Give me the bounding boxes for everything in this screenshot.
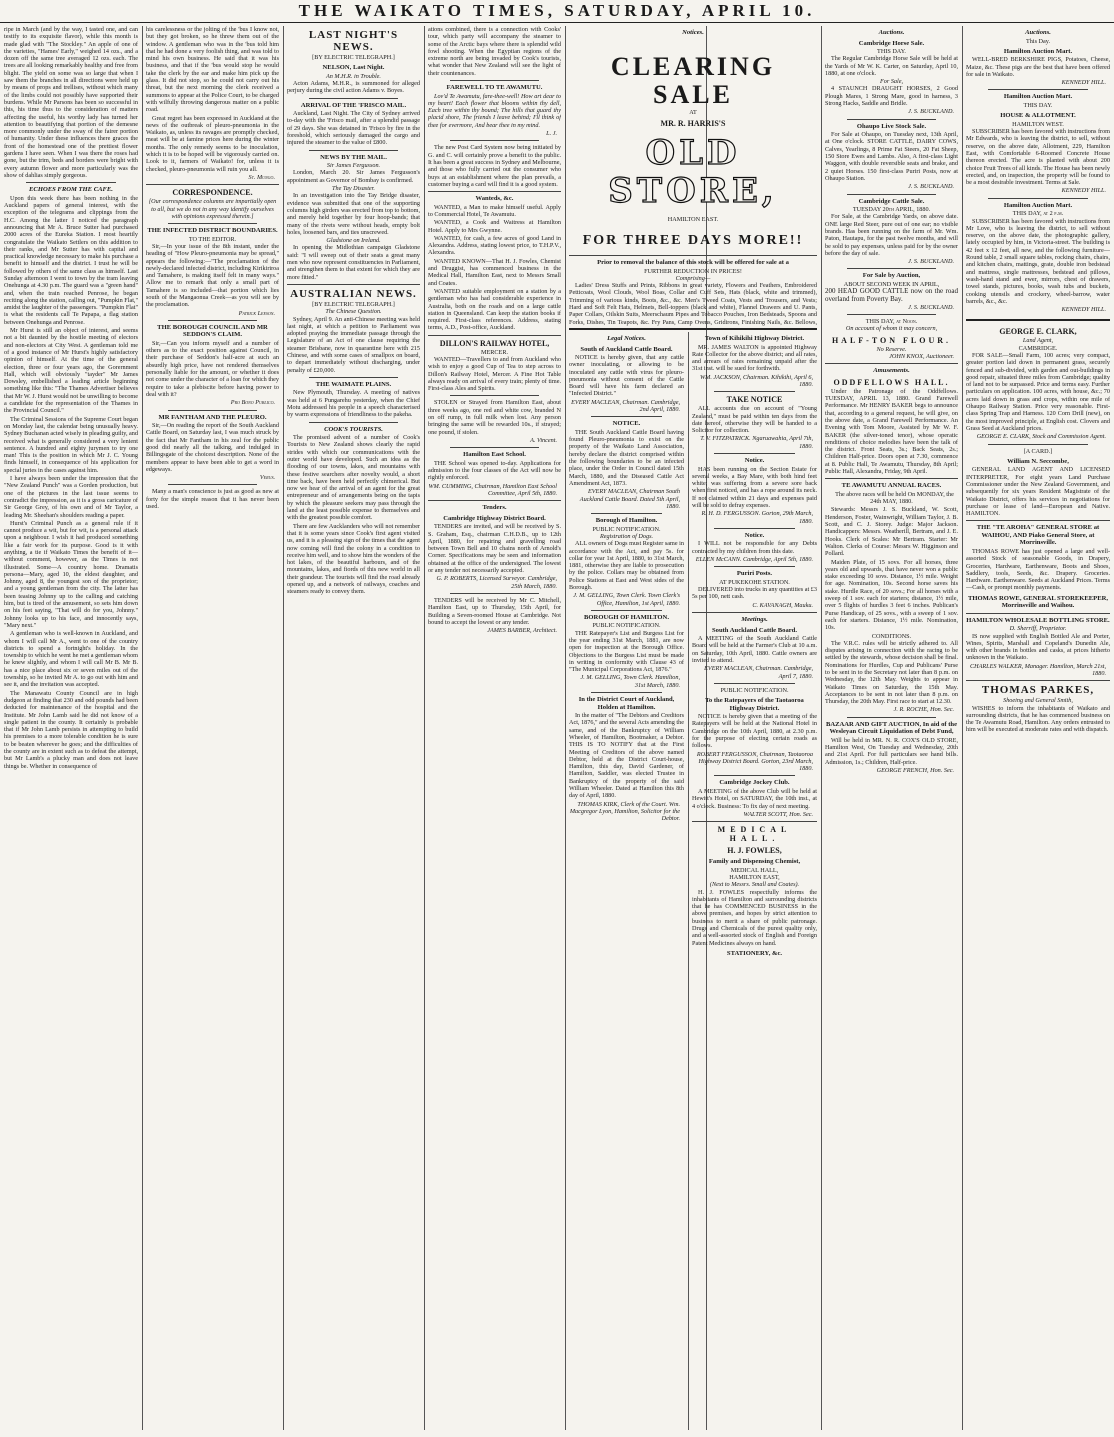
column-1: [4, 26, 138, 1430]
section-heading: CORRESPONDENCE.: [172, 188, 253, 198]
ad-heading: Hamilton East School.: [463, 451, 526, 459]
signature: Verus.: [259, 474, 275, 482]
auction-text: No Reserve.: [876, 345, 907, 353]
notice-heading: South Auckland Cattle Board.: [711, 626, 797, 634]
signature: EVERY MACLEAN, Chairman. Cambridge, 2nd April, 1880.: [571, 398, 680, 414]
ad-subheading: MERCER.: [481, 348, 508, 356]
signature: GEORGE FRENCH, Hon. Sec.: [876, 766, 954, 774]
letter-paragraph: Sir,—Can you inform myself and a number of others as to the exact position against Council, in their purchase of Seddon's half-acre at such an absurdly high price, have not rendered themselves personally liable for the amount, or whether it does not come under the character of a loan for which they require to take a plebiscite before having power to deal with it?: [146, 339, 279, 398]
article-paragraph: The new Post Card System now being initiated by G. and C. will certainly prove a benefit to the public. It has been a great success in Sydney and Melbourne, and those who fully carried out the consumer who buys at an establishment where the plan prevails, a customer buying a card will find it is a good system.: [428, 144, 561, 188]
notice-heading: South of Auckland Cattle Board.: [580, 345, 673, 353]
notice-text: A MEETING of the above Club will be held at Hewitt's Hotel, on SATURDAY, the 10th inst., at 4 o'clock. Business: To fix day of next meeting.: [692, 787, 817, 810]
notice-heading: In the District Court of Auckland, Holden at Hamilton.: [578, 696, 675, 711]
divider: [714, 683, 795, 684]
ad-subheading: Family and Dispensing Chemist,: [708, 858, 801, 866]
divider: [591, 416, 662, 417]
agent-location: CAMBRIDGE.: [1018, 344, 1058, 352]
notice-heading: Borough of Hamilton.: [595, 517, 658, 525]
signature: ELLEN McCANN. Cambridge, April 5th, 1880.: [695, 556, 813, 564]
signature: Pro Bono Publico.: [230, 399, 275, 407]
notice-subheading: PUBLIC NOTIFICATION.: [592, 525, 661, 533]
auction-heading: Hamilton Auction Mart.: [1003, 93, 1073, 101]
section-heading: Notices.: [682, 29, 704, 36]
divider: [168, 484, 257, 485]
column-rule: [688, 332, 689, 1430]
divider: [309, 377, 398, 378]
signature: J. M. GELLING, Town Clerk. Town Clerk's Office, Hamilton, 1st April, 1880.: [573, 592, 680, 607]
amusement-heading: TE AWAMUTU ANNUAL RACES.: [841, 482, 942, 490]
notice-text: NOTICE is hereby given, that any cattle owner inoculating, or allowing to be inoculated any cattle with virus for pleuro-pneumonia without consent of the Cattle Board will have his farm declared an "Infected District.": [569, 354, 684, 398]
amusement-heading: BAZAAR AND GIFT AUCTION, In aid of the Wesleyan Circuit Liquidation of Debt Fund,: [825, 720, 958, 736]
three-days-banner: FOR THREE DAYS MORE!!: [582, 233, 804, 249]
auction-date: ABOUT SECOND WEEK IN APRIL,: [843, 280, 940, 288]
signature: JAMES BARBER, Architect.: [487, 627, 557, 635]
wanted-ad: WANTED suitable employment on a station by a gentleman who has had considerable experience in Australia, both on the roads and on a large cattle station in Queensland. Can keep the station books if required. First-class references. Address, stating terms, A.D., Post-office, Auckland.: [428, 287, 561, 332]
agent-name: William N. Seccombe,: [1007, 457, 1069, 465]
column-5: [569, 332, 684, 1430]
divider: [847, 194, 936, 195]
clearing-sale-title: CLEARING SALE: [610, 51, 776, 109]
editor-note: [Our correspondence columns are impartially open to all, but we do not in any way identify ourselves with opinions expressed therein.]: [148, 198, 277, 220]
column-2: [146, 26, 279, 1430]
article-heading: ECHOES FROM THE CAFE.: [29, 186, 113, 194]
article-paragraph: In opening the Midlothian campaign Gladstone said: "I will sweep out of their seats a great many men who now represent constituencies in Parliament, and strengthen them to that extent for which they are more fitted.": [287, 244, 420, 281]
notice-subheading: Registration of Dogs.: [599, 532, 654, 540]
amusement-text: The above races will be held On MONDAY, the 24th MAY, 1880.: [835, 490, 954, 506]
ad-heading: Cambridge Highway District Board.: [443, 514, 546, 522]
auction-text: For Sale at Ohaupo, on Tuesday next, 13th April, at One o'clock. STORE CATTLE, DAIRY COWS, Calves, Yearlings, 8 Prime Fat Steers, 20 Fat Sheep, 150 Store Ewes and Lambs. Also, A first-class Light Waggon, with double reversible seats and brake, and 2 quiet Horses. 150 first-class Puriri Posts, now at Ohaupo Station.: [825, 131, 958, 182]
divider: [692, 612, 817, 613]
auction-text: The Regular Cambridge Horse Sale will be held at the Yards of Mr W. K. Carter, on Saturday, April 10, 1880, at one o'clock.: [825, 55, 958, 77]
notice-text: ALL owners of Dogs must Register same in accordance with the Act, and pay 5s. for collar for year 1st April, 1880, to 31st March, 1881, otherwise they are liable to prosecution by the police. Collars may be obtained from Police Stations at East and West sides of the Borough.: [569, 540, 684, 592]
auction-text: SUBSCRIBER has been favored with instructions from Mr Love, who is leaving the district, to sell without reserve, on the above date, the photographic gallery, lately occupied by him, in Victoria-street. The building is 42 feet x 12 feet, all new, and the following furniture—Round table, 2 small square tables, rocking chairs, chairs, and kitchen chairs, mattings, grate, double iron bedstead and mattress, single mattresses, bedstead and pillows, wash-hand stand and ewer, mirrors, chest of drawers, towel stands, pictures, books, wash tubs and buckets, cooking utensils and crockery, wheel-barrow, water barrels, &c., &c.: [966, 217, 1110, 305]
notice-text: THE Ratepayer's List and Burgess List for the year ending 31st March, 1881, are now open for inspection at the Borough Office. Objections to the Burgess List must be made in writing in conformity with Clause 43 of "The Municipal Corporations Act, 1876.": [569, 629, 684, 674]
signature: St. Mungo.: [248, 173, 275, 181]
letter-paragraph: Sir,—On reading the report of the South Auckland Cattle Board, on Saturday last, I was much struck by the fact that Mr Fantham in his zeal for the public good did nearly all the talking, and indulged in Billingsgate of the choicest description. None of the members appear to have been able to get a word in edgeways.: [146, 422, 279, 473]
signature: J. M. GELLING, Town Clerk. Hamilton, 31st March, 1880.: [580, 674, 680, 689]
divider: [591, 513, 662, 514]
ad-subheading: Prior to removal the balance of this stock will be offered for sale at a: [597, 259, 789, 267]
article-heading: THE WAIMATE PLAINS.: [315, 380, 392, 388]
divider: [966, 680, 1110, 681]
ad-text: IS now supplied with English Bottled Ale and Porter, Wines, Spirits, Marshall and Copeland's Dunedin Ale, with other brands in bottles and casks, at prices hitherto unknown in the Waikato.: [966, 632, 1110, 662]
divider: [847, 314, 936, 315]
notice-heading: BOROUGH OF HAMILTON.: [584, 613, 669, 621]
signature: ROBERT FERGUSSON, Chairman, Taotaoroa Highway District Board. Gorton, 23rd March, 1880.: [696, 750, 813, 773]
signature: R. H. D. FERGUSSON. Gorton, 29th March, 1880.: [701, 510, 813, 525]
divider: [825, 363, 958, 364]
agent-name: GEORGE E. CLARK,: [999, 327, 1077, 337]
divider: [146, 184, 279, 185]
auctioneer: J. S. BUCKLAND.: [908, 108, 954, 116]
divider: [168, 320, 257, 321]
amusement-text: Will be held in MR. N. R. COX'S OLD STORE, Hamilton West, On Tuesday and Wednesday, 20th and 21st April. For full particulars see hand bills. Admission, 1s.; Children, Half-price.: [825, 736, 958, 766]
article-paragraph: his carelessness or the jolting of the 'bus I know not, but they got broken, so he threw them out of the window. A gentleman who was in the 'bus told him that he had done a very foolish thing, and was told to mind his own business. He said that it was his business, and that if the 'bus would stop he would take the clerk by the ear and make him pick up the glass. It did not stop, so he could not carry out his threat, but the next morning the clerk received a summons to appear at the Police Court, to be charged with wilfully throwing dangerous matter on a public road.: [146, 26, 279, 114]
column-rule: [283, 26, 284, 1430]
divider: [988, 89, 1088, 90]
to-editor: TO THE EDITOR.: [188, 235, 237, 243]
divider: [714, 775, 795, 776]
signature: Patrick Leeson.: [238, 309, 275, 317]
article-paragraph: There are few Aucklanders who will not remember that it is some years since Cook's first agent visited us, and it is a pleasing sign of the times that the agent now coming will find the colony in a condition to receive him well, and to show him the wonders of the hot lakes, of the beautiful harbours, and of the mountains, lakes, and fiords of this new world in all their grandeur. The tourists will find the road already opened up, and a network of railways, coaches and steamers ready to convey them.: [287, 522, 420, 596]
signature: A. Vincent.: [530, 436, 557, 444]
ad-text: WISHES to inform the inhabitants of Waikato and surrounding districts, that he has commenced business on the Te Awamutu Road, Hamilton. Any orders entrusted to him will be executed at moderate rates and with dispatch.: [966, 704, 1110, 734]
divider: [309, 150, 398, 151]
article-paragraph: Upon this week there has been nothing in the Auckland papers of general interest, with the exception of the telegrams and clippings from the H.C. Among the latter I noticed the paragraph announcing that Mr A. Bruce Sutter had purchased 2000 acres of the Eureka Station. I most heartily congratulate the Waikato Settlers on this addition to their ranks, and Mr Sutter has with capital and practical knowledge necessary to make his purchase a benefit to himself and the district. I trust he will be followed by others of the same class as himself. Last Sunday afternoon I went to town by the tram leaving Onehunga at 4.30 p.m. The guard was a "green hand" and, when the train reached Penrose, he began reciting along the station, calling out, "Pumpkin Flat," amidst the laughter of the passengers. "Pumpkin Flat" is what the residents call Te Papapa, a flag station between Onehunga and Penrose.: [4, 194, 138, 326]
signature: C. KAVANAGH, Mauku.: [752, 601, 813, 609]
notice-heading: To the Ratepayers of the Taotaoroa Highway District.: [705, 697, 804, 712]
signature: GEORGE E. CLARK, Stock and Commission Agent.: [976, 433, 1106, 441]
column-rule: [424, 26, 425, 1430]
divider: [825, 478, 958, 479]
divider: [847, 268, 936, 269]
section-heading: Wanteds, &c.: [475, 195, 514, 203]
divider: [428, 191, 561, 192]
dateline: NELSON, Last Night.: [322, 64, 385, 72]
divider: [450, 140, 539, 141]
article-heading: ARRIVAL OF THE 'FRISCO MAIL.: [300, 101, 407, 109]
ad-name: H. J. FOWLES,: [727, 846, 782, 856]
divider: [168, 410, 257, 411]
column-rule: [565, 26, 566, 328]
ad-text: TENDERS are invited, and will be received by S. S. Graham, Esq., chairman C.H.D.B., up to 12th April, 1880, for repairing and gravelling road between Town Bell and 10 chains north of Arnold's Corner. Specifications may be seen and information obtained at the office of the undersigned. The lowest or any tender not necessarily accepted.: [428, 523, 561, 575]
auctioneer: J. S. BUCKLAND.: [908, 183, 954, 191]
auction-heading: Cambridge Cattle Sale.: [858, 197, 925, 205]
section-heading: AUSTRALIAN NEWS.: [290, 287, 417, 300]
divider: [450, 447, 539, 448]
article-paragraph: Acton Adams, M.H.R., is summoned for alleged perjury during the civil action Adams v. Boyes.: [287, 80, 420, 95]
subheading: Gladstone on Ireland.: [326, 237, 381, 245]
telegraph-note: [BY ELECTRIC TELEGRAPH.]: [312, 54, 395, 61]
auction-text: 200 HEAD GOOD CATTLE now on the road overland from Poverty Bay.: [825, 287, 958, 303]
auction-date: THIS DAY.: [1023, 101, 1053, 109]
notice-heading: TAKE NOTICE: [726, 395, 783, 405]
notice-heading: Notice.: [744, 457, 765, 465]
signature: WM. JACKSON, Chairman. Kihikihi, April 6, 1880.: [700, 373, 813, 388]
old-store-title: OLD STORE,: [608, 132, 778, 211]
article-heading: NEWS BY THE MAIL.: [320, 153, 387, 161]
wanted-ad: WANTED KNOWN—That H. J. Fowles, Chemist and Druggist, has commenced business in the Medical Hall, Hamilton East, next to Messrs Small and Coates.: [428, 257, 561, 287]
notice-subheading: AT PUKEKOHE STATION.: [719, 578, 790, 586]
auction-heading: Ohaupo Live Stock Sale.: [856, 122, 927, 130]
ad-heading: DILLON'S RAILWAY HOTEL,: [439, 338, 550, 348]
column-8: [966, 26, 1110, 1430]
divider: [966, 520, 1110, 521]
masthead-title: THE WAIKATO TIMES, SATURDAY, APRIL 10.: [0, 0, 1114, 23]
article-paragraph: Mr Hurst is still an object of interest, and seems not a bit daunted by the hostile meeting of electors and non-electors at City West. A gentleman told me of a good instance of Mr Hurst's highly satisfactory opinion of himself. At the time of the general election, three or four years ago, the Gorernment Hall, which will obviously "tayder" Mr James Dowsley, embellished a leading article beginning something like this: "The Thames Advertiser believes that Mr W. J. Hurst would not be unwilling to become a candidate for the representation of the Thames in the Provincial Council.": [4, 327, 138, 415]
notice-heading: Town of Kihikihi Highway District.: [704, 335, 805, 342]
auction-text: For Sale, at the Cambridge Yards, on above date. ONE large Red Steer, pure out of one ear; no visible brands. Has been running on the farm of Mr. Wm. Paton, Hautapu, for the past twelve months, and will be sold to pay expenses, unless paid for by the owner before the day of sale.: [825, 213, 958, 257]
article-heading: FAREWELL TO TE AWAMUTU.: [446, 84, 543, 92]
notice-text: MR. JAMES WALTON is appointed Highway Rate Collector for the above district; and all rates, and arrears of rates remaining unpaid after the 31st inst. will be sued for forthwith.: [692, 343, 817, 373]
section-heading: Meetings.: [741, 616, 768, 624]
ad-name: MR. R. HARRIS'S: [660, 118, 726, 128]
telegraph-note: [BY ELECTRIC TELEGRAPH.]: [312, 300, 395, 308]
divider: [847, 717, 936, 718]
article-paragraph: ations combined, there is a connection with Cooks' tour, which party will accompany the steamer to some of the Arctic bays where there is splendid wild fowl shooting. When the Egyptian regions of the extreme north are being invaded by Cook's tourists, what wonder that New Zealand will see the light of their countenances.: [428, 26, 561, 77]
article-paragraph: A gentleman who is well-known in Auckland, and whom I will call Mr A., went to one of the country districts to spend a fortnight's holiday. In the township to which he went he met a gentleman whom he knew slightly, and whom I will call Mr B. Mr B. has a nice place about six or seven miles out of the township, so he invited Mr A. to go out with him and see it, and the invitation was accepted.: [4, 630, 138, 689]
clearing-sale-ad: [569, 26, 817, 326]
notice-text: I WILL not be responsible for any Debts contracted by my children from this date.: [692, 540, 817, 555]
amusement-text: The V.R.C. rules will be strictly adhered to. All disputes arising in connection with the racing to be settled by the stewards, whose decision shall be final. Nominations for Hurdles, Cup and Publicans' Purse to be sent in to the Secretary not later than 8 p.m. on Wednesday, the 12th May. Weights to appear in Waikato Times on Saturday, the 15th May. Acceptances to be sent in not later than 8 p.m. on Thursday, the 20th May. First race to start at 12.30.: [825, 639, 958, 706]
ad-location: HAMILTON EAST.: [667, 215, 719, 223]
column-3: [287, 26, 420, 1430]
divider: [309, 98, 398, 99]
article-paragraph: The Criminal Sessions of the Supreme Court began on Monday last, the calendar being unusually heavy. Sydney Buchanan acted wisely in pleading guilty, and received what is generally considered a very lenient sentence. A hundred and eighty jurymen to try one man! This is the position in which Mr J. C. Young finds himself, in consequence of his application for special juries in the cases against him.: [4, 415, 138, 474]
section-heading: Amusements.: [873, 367, 910, 375]
divider: [591, 692, 662, 693]
stock-list: Ladies' Dress Stuffs and Prints, Ribbons in great variety, Flowers and Feathers, Embroidered Petticoats, Wool Clouds, Wool Boas, Collar and Cuff Sets, Hats (black, white and trimmed), Trimming of various kinds, Boots, &c., &c. Men's Tweed Coats, Vests and Trousers, and Vests; Hard and Soft Felt Hats, Helmets, Bell-toppers (black and white), Flannel Drawers and U. Pants, Paper Collars, Oilskin Suits, Meerschaum Pipes and Tobacco Pouches, Iron Bedsteads, Spoons and Forks, Dishes, Tin Teapots, &c. Fry Pans, Camp Ovens, Gridirons, Finishing Nails, &c. Bellows,: [569, 282, 817, 326]
notice-subheading: PUBLIC NOTIFICATION.: [720, 686, 789, 694]
wanted-ad: WANTED, for cash, a few acres of good Land in Alexandra. Address, stating lowest price, to T.H.P.V., Alexandra.: [428, 234, 561, 257]
auctioneer: J. S. BUCKLAND.: [908, 258, 954, 266]
auction-date: TUESDAY 20th APRIL, 1880.: [852, 206, 931, 214]
ad-text: THE School was opened to-day. Applications for admission to the four classes of the Act will now be rightly enforced.: [428, 459, 561, 482]
divider: [988, 444, 1088, 445]
signature: THOMAS ROWE, GENERAL STOREKEEPER, Morrinsville and Waihou.: [967, 594, 1109, 610]
divider: [287, 284, 420, 285]
auction-heading: HALF-TON FLOUR.: [831, 335, 952, 345]
signature: WALTER SCOTT, Hon. Sec.: [743, 810, 813, 818]
ad-location: HAMILTON EAST,: [729, 873, 780, 881]
divider: [569, 328, 817, 330]
signature: T. V. FITZPATRICK. Ngaruawahia, April 7th, 1880.: [700, 435, 813, 450]
ad-text: WANTED—Travellers to and from Auckland who wish to enjoy a good Cup of Tea to step across to Dillon's Railway Hotel, Mercer. A Fine Hot Table always ready on arrival of every train; plenty of time. First-class Ales and Spirits.: [428, 355, 561, 393]
proprietor: D. Sherriff, Proprietor.: [1009, 625, 1067, 633]
divider: [450, 593, 539, 594]
auction-text: 4 STAUNCH DRAUGHT HORSES, 2 Good Plough Mares, 1 Strong Mare, good in harness, 3 Strong Hacks, Saddle and Bridle.: [825, 85, 958, 108]
section-heading: Auctions.: [878, 29, 905, 36]
auction-date: THIS DAY, at 2 p.m.: [1012, 210, 1064, 218]
ad-footer: STATIONERY, &c.: [726, 949, 783, 957]
notice-text: NOTICE is hereby given that a meeting of the Ratepayers will be held at the National Hotel in Cambridge on the 10th April, 1880, at 2.30 p.m. for the purpose of electing certain roads as follows.: [692, 713, 817, 750]
agent-title: Land Agent,: [1022, 337, 1054, 345]
article-paragraph: The promised advent of a number of Cook's Tourists to New Zealand shows clearly the rapid strides with which our communications with the outer world have developed. Such an idea as the flooding of our towns, lakes, and mountains with these festive searchers after novelty would, a short time back, have been held perfectly chimerical. But now we hear of the arrival of an agent for the great entrepreneur and of arrangements being on the tapis by which the pleasure seekers may pass through the land at the least possible expense to themselves and with the greatest possible comfort.: [287, 434, 420, 522]
auction-heading: For Sale by Auction,: [862, 272, 921, 280]
subheading: The Chinese Question.: [325, 308, 382, 316]
divider: [966, 613, 1110, 614]
section-heading: Tenders.: [482, 504, 507, 512]
amusement-text: Maiden Plate, of 15 sovs. For all horses, three years old and upwards, that have never won a public stake exceeding 10 sovs. Distance, 1½ mile. Weight for age. Nomination, 10s. Second horse saves his stake. Hurdle Race, of 20 sovs.; For all horses with a sweep of 1 sov. each for starters; distance, 1½ mile, over 5 flights of hurdles 3 feet 6 inches. Publican's Purse Handicap, of 25 sovs., with a sweep of 1 sov. each for starters. Distance, 1½ mile. Nomination, 10s.: [825, 558, 958, 632]
amusement-heading: ODDFELLOWS HALL.: [833, 377, 950, 387]
divider: [591, 610, 662, 611]
notice-text: ALL accounts due on account of "Young Zealand," must be paid within ten days from the date hereof, otherwise they will be handed to a Solicitor for collection.: [692, 405, 817, 435]
auction-heading: Hamilton Auction Mart.: [1003, 201, 1073, 209]
auction-subheading: For Sale,: [879, 78, 904, 86]
article-paragraph: Hurst's Criminal Punch as a general rule if it cannot produce a wit, but for wit, is a personal attack upon a neighbour. I wish it had produced something like a fair work for its purpose. Good is it with anything, a tie if Waikato Times the benefit of it—without comment, however, as the Times is not illustrated. Some—A country home. Dramatis persona—Mary, aged 10, the eldest daughter, and Johnny, aged 8, the youngest son of the proprietor; and a young gentleman from the city. The latter has been teasing Johnny up to the calling and catching him, but is tired of the amusement, so sets him down on his feet saying, "That will do for you, Johnny." Johnny looks up to his face, and innocently says, "Mary next.": [4, 519, 138, 629]
ad-text: H. J. FOWLES respectfully informs the inhabitants of Hamilton and surrounding districts that he has COMMENCED BUSINESS in the above premises, and hopes by strict attention to business to merit a share of public patronage. Drugs and Chemicals of the purest quality only, and a well-assorted stock of English and Foreign Patent Medicines always on hand.: [692, 888, 817, 947]
divider: [26, 182, 116, 183]
notice-subheading: PUBLIC NOTIFICATION.: [592, 622, 661, 630]
auction-date: THIS DAY.: [877, 48, 906, 55]
signature: THOMAS KIRK, Clerk of the Court. Wm. Macgregor Lyon, Hamilton, Solicitor for the Debtor.: [569, 800, 680, 823]
divider: [714, 566, 795, 567]
ad-text: GENERAL LAND AGENT AND LICENSED INTERPRETER, For eight years Land Purchase Commissioner under the New Zealand Government, and subsequently for six years Resident Magistrate of the Waikato District, offers his services in negotiations for purchase or lease of land—European and Native. HAMILTON.: [966, 466, 1110, 518]
auction-heading: Hamilton Auction Mart.: [1003, 47, 1073, 55]
auction-subheading: HOUSE & ALLOTMENT.: [1000, 112, 1076, 120]
notice-text: A MEETING of the South Auckland Cattle Board will be held at the Farmer's Club at 10 a.m. on Saturday, 10th April, 1880. Cattle owners are invited to attend.: [692, 635, 817, 664]
notice-text: DELIVERED into trucks in any quantities at £3 5s per 100, nett cash.: [692, 586, 817, 601]
store-heading: HAMILTON WHOLESALE BOTTLING STORE.: [966, 616, 1110, 624]
ad-subheading: MEDICAL HALL,: [730, 866, 779, 874]
article-paragraph: Many a man's conscience is just as good as new at forty for the simple reason that it has never been used.: [146, 488, 279, 511]
auctioneer: KENNEDY HILL.: [1061, 306, 1106, 314]
signature: EVERY MACLEAN, Chairman. Cambridge, April 7, 1880.: [704, 665, 813, 680]
divider: [428, 335, 561, 336]
signature: CHARLES WALKER, Manager. Hamilton, March 21st, 1880.: [970, 662, 1106, 677]
divider: [428, 500, 561, 501]
notice-heading: Puriri Posts.: [736, 570, 773, 578]
auction-location: HAMILTON WEST.: [1012, 120, 1064, 128]
column-rule: [962, 26, 963, 1430]
subheading: An M.H.R. in Trouble.: [326, 72, 381, 80]
article-paragraph: New Plymouth, Thursday. A meeting of natives was held at 6 Pungarehu yesterday, when the Chief Motu addressed his people in a speech characterised by warm expressions of friendliness to the pakeha.: [287, 389, 420, 419]
column-rule: [142, 26, 143, 1430]
divider: [714, 528, 795, 529]
ad-text: TENDERS will be received by Mr C. Mitchell, Hamilton East, up to Thursday, 15th April, for Building a Seven-roomed House at Cambridge. Not bound to accept the lowest or any tender.: [428, 596, 561, 626]
column-7: [825, 26, 958, 1430]
signature: J. R. ROCHE, Hon. Sec.: [893, 706, 954, 714]
article-heading: THE INFECTED DISTRICT BOUNDARIES.: [147, 227, 278, 235]
article-paragraph: In an investigation into the Tay Bridge disaster, evidence was submitted that one of the supporting columns high girders was erected from top to bottom, and merely held together by four hoop-bands; that many of the rivets were without heads, empty bolt holes, loosened bars, and ties unscrewed.: [287, 192, 420, 236]
ad-text: STOLEN or Strayed from Hamilton East, about three weeks ago, one red and white cow, branded N on off rump, in full milk when lost. Any person bringing the same will be rewarded 10s., if strayed; one pound, if stolen.: [428, 399, 561, 436]
divider: [168, 223, 257, 224]
notice-heading: Cambridge Jockey Club.: [719, 779, 790, 787]
ad-text: THOMAS ROWE has just opened a large and well-assorted Stock of seasonable Goods, in Drapery, Groceries, Hardware, Earthenware, Boots and Shoes, Saddlery, tools, Seeds, &c. Drapery. Groceries. Hardware. Earthenware. Seeds at Auckland Prices. Terms—Cash, or prompt monthly payments.: [966, 547, 1110, 592]
ad-at: AT: [689, 108, 697, 116]
auction-heading: Cambridge Horse Sale.: [858, 39, 925, 47]
column-6: [692, 332, 817, 1430]
column-rule: [821, 26, 822, 1430]
auctioneer: KENNEDY HILL.: [1061, 187, 1106, 195]
article-paragraph: I have always been under the impression that the "New Zealand Punch" was a Gorden production, but one of the pictures in the last issue seems to contradict the impression, as it is a gross caricature of Sir George Grey, of his own and of Mr Taylor, a leading Mr. Sheehan's shoulders reading a paper.: [4, 475, 138, 519]
section-heading: LAST NIGHT'S NEWS.: [308, 29, 399, 53]
letter-paragraph: Sir,—In your issue of the 8th instant, under the heading of "How Pleuro-pneumonia may be spread," appears the following:—"The proclamation of the newly-declared infected district, including Kirikiriroa and Tamahere, is making itself felt in many ways." Allow me to remark that only a small part of Tamahere is so included—that portion which lies south of the Mangaonua Creek—as you will see by the proclamation.: [146, 242, 279, 309]
section-heading: Legal Notices.: [607, 335, 646, 342]
poem: Lov'd Te Awamutu, fare-thee-well! How art dear to my heart! Each flower that blooms within thy dell, Each tree within thy bound; The hills that guard thy placid shore, The friends I leave behind; I'll think of thee for evermore, And bear thee in my mind.: [428, 92, 561, 129]
divider: [450, 80, 539, 81]
article-paragraph: Sydney, April 9. An anti-Chinese meeting was held last night, at which a petition to Parliament was adopted praying the immediate passage through the Legislature of an Act of one clause requiring the steamer Brisbane, now in quarantine here with 215 Chinese, and with some cases of smallpox on board, to depart immediately without discharging, under penalty of £20,000.: [287, 315, 420, 374]
auction-date: THIS DAY, at Noon.: [865, 318, 918, 326]
section-heading: Auctions.: [1025, 29, 1051, 36]
amusement-text: Under the Patronage of the Oddfellows. TUESDAY, APRIL 13, 1880. Grand Farewell Performance. Mr HENRY BAKER begs to announce that, according to a general request, he will give, on the above date, a Grand Farewell Performance. An Evening with Tom Moore, Assisted by Mr W. F. BAKER (the silver-toned tenor), whose operatic renditions of choice melodies have been the talk of the district. Front Seats, 3s.; Back Seats, 2s.; Children Half-price. Doors open at 7.30, commence at 8. Public Hall, Te Awamutu, Thursday, 8th April; Public Hall, Alexandra, Friday, 9th April.: [825, 387, 958, 476]
article-paragraph: The Manawatu County Council are in high dudgeon at finding that 230 and odd pounds had been deducted for maintenance of the hospital and the Institute. Mr John Lamb said he did not know of a single patient in the county. It certainly is probable that if Mr John Lamb persists in attempting to build his premises to a more tolerable condition he is sure to be beaten wherever he goes; and the difficulties of the county are in extent such as to defeat the attempt, but Mr Lamb's a plucky man and does not leave things be. Whether in consequence of: [4, 689, 138, 770]
wanted-ad: WANTED, a Man to make himself useful. Apply to Commercial Hotel, Te Awamutu.: [428, 203, 561, 218]
divider: [847, 119, 936, 120]
ad-heading: MEDICAL HALL.: [717, 825, 792, 844]
divider: [714, 391, 795, 392]
article-paragraph: Great regret has been expressed in Auckland at the news of the outbreak of pleuro-pneumonia in the Waikato, as, unless its ravages are promptly checked, meat will be at famine prices here during the winter months. The only remedy seems to be inoculation, which it is to be hoped will be vigorously carried on. Look to it, farmers of Waikato! for, unless it is checked, pleuro-pneumonia will ruin you all.: [146, 114, 279, 173]
signature: G. P. ROBERTS, Licensed Surveyor. Cambridge, 25th March, 1880.: [436, 575, 557, 590]
notice-text: In the matter of "The Debtors and Creditors Act, 1876," and the several Acts amending the same, and of the Bankruptcy of William Wheeler, of Hamilton, Bootmaker, a Debtor. THIS IS TO NOTIFY that at the First Meeting of Creditors of the above named Debtor, held at the District Court-house, Hamilton, this day, David Gardener, of Hamilton, Saddler, was elected Trustee in Bankruptcy of the property of the said William Wheeler. Dated at Hamilton this 8th day of April, 1880.: [569, 712, 684, 800]
ad-address: (Next to Messrs. Small and Coates).: [709, 881, 800, 889]
subheading: Sir James Fergusson.: [326, 162, 381, 170]
auction-text: WELL-BRED BERKSHIRE PIGS, Potatoes, Cheese, Maize, &c. These pigs are the best that have been offered for sale in Waikato.: [966, 56, 1110, 78]
ad-comprising: Comprising—: [675, 274, 711, 282]
auctioneer: KENNEDY HILL.: [1061, 79, 1106, 87]
ad-subheading: Shoeing and General Smith,: [1003, 697, 1073, 705]
auctioneer: JOHN KNOX, Auctioneer.: [889, 353, 954, 360]
auctioneer: J. S. BUCKLAND.: [908, 303, 954, 311]
article-heading: THE BOROUGH COUNCIL AND MR SEDDON'S CLAIM.: [157, 323, 268, 339]
divider: [714, 453, 795, 454]
wanted-ad: WANTED, a Cook and Waitress at Hamilton Hotel. Apply to Mrs Gwynne.: [428, 219, 561, 234]
article-paragraph: Auckland, Last Night. The City of Sydney arrived to-day with the 'Frisco mail, after a splendid passage of 29 days. She was detained in 'Frisco by fire in the foreshold, which seriously damaged the cargo and injured the steamer to the value of £800.: [287, 110, 420, 147]
article-paragraph: ripe in March (and by the way, I tasted one, and can testify to its exquisite flavor), while this month is made glad with "The Stockley." An apple of one of the varieties, "Hames' Early," weighed 14 ozs., and a dozen off the same tree averaged 12 ozs. each. The trees are all looking remarkably healthy and free from blight. The yield on some was so large that when I saw them the branches in all directions were held up by means of props and trellises, without which many of the limbs could not possibly have supported their burdens. While Mr Parsons has been so successful in this, his time thus to the consideration of matters affecting the useful, his worthy lady has turned her attention to beautifying that portion of the demesne more commonly under the sway of the fairer portion of humanity. Under these influences there graces the front of the homestead one of the prettiest flower gardens I have seen. When I was there the roses had gone, but the trim, beds and borders were bright with every autumn flower and more particularly was the show of dahlias simply gorgeous.: [4, 26, 138, 179]
divider: [692, 821, 817, 822]
divider: [450, 395, 539, 396]
card-label: [A CARD.]: [1023, 447, 1053, 455]
signature: L. J.: [546, 130, 557, 138]
article-paragraph: London, March 20. Sir James Fergusson's appointment as Governor of Bombay is confirmed.: [287, 169, 420, 184]
subheading: The Tay Disaster.: [332, 185, 375, 193]
amusement-subheading: CONDITIONS.: [871, 632, 912, 640]
divider: [988, 198, 1088, 199]
ad-text: FOR SALE—Small Farm, 100 acres; very compact, greater portion laid down in permanent grass, securely fenced and sub-divided, with garden and out-buildings in good repair, situated three miles from Cambridge; quality of land not to be surpassed. Price and terms easy. Further particulars on application. 100 acres, with house, &c.; 70 acres laid down in grass and crops, within one mile of Ohaupo Railway Station. Price very reasonable. First-class Spring Trap and Harness. 120 Corn Drill (new), on the most improved principle, at English cost. Clovers and Grass Seed at Auckland prices.: [966, 352, 1110, 432]
amusement-text: Stewards: Messrs J. S. Buckland, W. Scott, Henderson, Foster, Wainwright, William Taylor, J. B. Scott, and C. J. Storey. Judge: Major Jackson. Handicappers: Messrs. Weatherill, Bertram, and J. E. Hooks. Clerk of Scales: Mr Bertram. Starter: Mr Walton. Clerks of Course: Messrs W. Higginson and Pollard.: [825, 506, 958, 558]
signature: WM. CUMMING, Chairman, Hamilton East School Committee, April 5th, 1880.: [428, 482, 557, 497]
article-heading: COOK'S TOURISTS.: [324, 425, 383, 433]
auction-date: This Day.: [1026, 37, 1050, 45]
auction-text: On account of whom it may concern,: [845, 325, 938, 333]
signature: EVERY MACLEAN, Chairman South Auckland Cattle Board. Dated 5th April, 1880.: [579, 488, 680, 510]
ad-name: THOMAS PARKES,: [981, 684, 1095, 697]
article-heading: MR FANTHAM AND THE PLEURO.: [158, 413, 267, 421]
notice-heading: NOTICE.: [612, 420, 641, 428]
divider: [569, 255, 817, 256]
column-4: [428, 26, 561, 1430]
notice-text: THE South Auckland Cattle Board having found Pleuro-pneumonia to exist on the property of the Waikato Land Association, hereby declare the district comprised within the following boundaries to be an infected place, under the Order in Council dated 15th March, 1880, and the Diseased Cattle Act Amendment Act, 1873.: [569, 428, 684, 487]
ad-reduction: FURTHER REDUCTION IN PRICES!: [644, 267, 742, 275]
auction-text: SUBSCRIBER has been favored with instructions from Mr Edwards, who is leaving the district, to sell, without reserve, on the above date, Allotment, 229, Hamilton East, with Comfortable 6-Roomed Concrete House thereon erected. The acre is planted with about 200 choice Fruit Trees of all kinds. The House has been newly erected, and, on inspection, the property will be found to be a most desirable investment. Terms at Sale.: [966, 128, 1110, 187]
divider: [966, 319, 1110, 321]
notice-heading: Notice.: [744, 531, 765, 539]
notice-text: HAS been running on the Section Estate for several weeks, a Bay Mare, with both hind feet white; was suffering from a severe sore back when first noticed, and has a rope around its neck. If not claimed within 21 days and expenses paid will be sold to defray expenses.: [692, 465, 817, 510]
store-heading: THE "TE AROHA" GENERAL STORE at WAIHOU, AND Piako General Store, at Morrinsville.: [976, 524, 1100, 547]
divider: [309, 422, 398, 423]
